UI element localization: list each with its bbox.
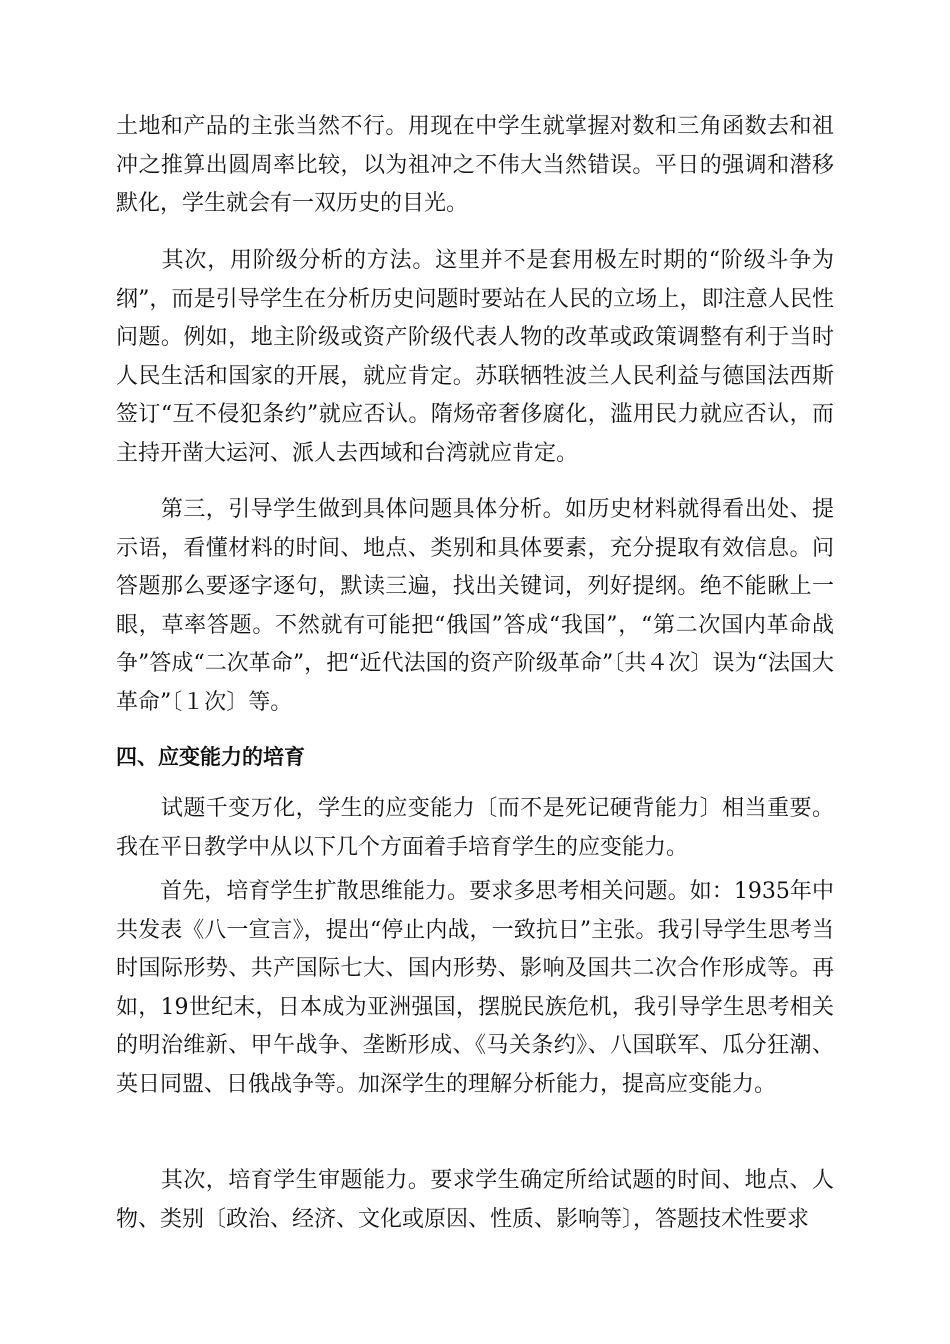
paragraph-text: 第三，引导学生做到具体问题具体分析。如历史材料就得看出处、提示语，看懂材料的时间、地点、类别和具体要素，充分提取有效信息。问答题那么要逐字逐句，默读三遍，找出关键词，列好提纲。绝不能瞅上一眼，草率答题。不然就有可能把“俄国”答成“我国”，“第二次国内革命战争”答成“二次革命”，把“近代法国的资产阶级革命”〔共４次〕误为“法国大革命”〔１次〕等。 — [116, 497, 834, 715]
section-heading — [116, 738, 834, 777]
paragraph-reading-ability — [116, 1162, 834, 1239]
paragraph-text: 其次，用阶级分析的方法。这里并不是套用极左时期的“阶级斗争为纲”，而是引导学生在分析历史问题时要站在人民的立场上，即注意人民性问题。例如，地主阶级或资产阶级代表人物的改革或政策调整有利于当时人民生活和国家的开展，就应肯定。苏联牺牲波兰人民利益与德国法西斯签订“互不侵犯条约”就应否认。隋炀帝奢侈腐化，滥用民力就应否认，而主持开凿大运河、派人去西域和台湾就应肯定。 — [116, 248, 834, 466]
paragraph-specific-analysis — [116, 491, 834, 723]
paragraph-text: 其次，培育学生审题能力。要求学生确定所给试题的时间、地点、人物、类别〔政治、经济、文化或原因、性质、影响等〕，答题技术性要求 — [116, 1168, 834, 1232]
paragraph-text: 试题千变万化，学生的应变能力〔而不是死记硬背能力〕相当重要。我在平日教学中从以下几个方面着手培育学生的应变能力。 — [116, 796, 834, 860]
paragraph-class-analysis — [116, 242, 834, 474]
paragraph-adaptability-intro — [116, 790, 834, 867]
paragraph-divergent-thinking — [116, 873, 834, 1105]
section-heading-text: 四、应变能力的培育 — [116, 745, 305, 769]
paragraph-continuation — [116, 108, 834, 224]
paragraph-text: 首先，培育学生扩散思维能力。要求多思考相关问题。如：1935年中共发表《八一宣言》，提出“停止内战，一致抗日”主张。我引导学生思考当时国际形势、共产国际七大、国内形势、影响及国共二次合作形成等。再如，19世纪末，日本成为亚洲强国，摆脱民族危机，我引导学生思考相关的明治维新、甲午战争、垄断形成、《马关条约》、八国联军、瓜分狂潮、英日同盟、日俄战争等。加深学生的理解分析能力，提高应变能力。 — [116, 879, 834, 1097]
paragraph-text: 土地和产品的主张当然不行。用现在中学生就掌握对数和三角函数去和祖冲之推算出圆周率比较，以为祖冲之不伟大当然错误。平日的强调和潜移默化，学生就会有一双历史的目光。 — [116, 114, 834, 217]
